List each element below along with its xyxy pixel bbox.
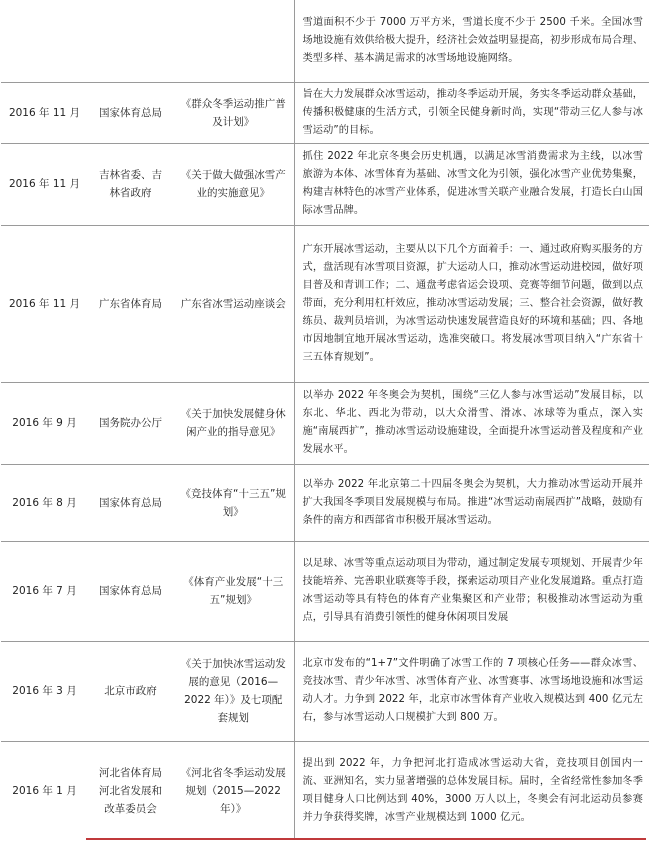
table-row xyxy=(1,82,649,143)
content-cell: 雪道面积不少于 7000 万平方米，雪道长度不少于 2500 千米。全国冰雪场地设施有效供给极大提升，经济社会效益明显提高，初步形成布局合理、类型多样、基本满足需求的冰雪场地设施网络。 xyxy=(294,0,649,82)
content-cell: 抓住 2022 年北京冬奥会历史机遇，以满足冰雪消费需求为主线，以冰雪旅游为本体、冰雪体育为基础、冰雪文化为引领，强化冰雪产业优势集聚，构建吉林特色的冰雪产业体系，促进冰雪关联产业融合发展，打造长白山国际冰雪品牌。 xyxy=(294,143,649,225)
table-row xyxy=(1,641,649,741)
date-cell: 2016 年 11 月 xyxy=(1,82,88,143)
org-cell: 河北省体育局河北省发展和改革委员会 xyxy=(99,766,162,815)
content-cell: 旨在大力发展群众冰雪运动，推动冬季运动开展，务实冬季运动群众基础，传播积极健康的生活方式，引领全民健身新时尚，实现“带动三亿人参与冰雪运动”的目标。 xyxy=(294,82,649,143)
table-bottom-rule xyxy=(86,838,646,840)
table-row xyxy=(1,464,649,541)
document-cell: 《关于做大做强冰雪产业的实施意见》 xyxy=(173,143,294,225)
org-cell: 国家体育总局 xyxy=(88,541,173,641)
date-cell: 2016 年 1 月 xyxy=(12,784,77,797)
org-cell xyxy=(88,0,173,82)
table-row xyxy=(1,541,649,641)
date-cell xyxy=(1,0,88,82)
content-cell: 以举办 2022 年冬奥会为契机，围绕“三亿人参与冰雪运动”发展目标，以东北、华北、西北为带动，以大众滑雪、滑冰、冰球等为重点，深入实施“南展西扩”，推动冰雪运动设施建设，全面提升冰雪运动普及程度和产业发展水平。 xyxy=(294,382,649,464)
org-cell: 广东省体育局 xyxy=(88,225,173,382)
content-cell: 广东开展冰雪运动，主要从以下几个方面着手：一、通过政府购买服务的方式，盘活现有冰雪项目资源，扩大运动人口，推动冰雪运动进校园，做好项目普及和青训工作；二、通盘考虑省运会设项、竞赛等细节问题，做到以点带面，充分利用杠杆效应，推动冰雪运动发展；三、整合社会资源，做好教练员、裁判员培训，为冰雪运动快速发展营造良好的环境和基础；四、各地市因地制宜地开展冰雪运动，选准突破口。将发展冰雪项目纳入“广东省十三五体育规划”。 xyxy=(294,225,649,382)
org-cell: 北京市政府 xyxy=(88,641,173,741)
document-cell: 《竞技体育“十三五”规划》 xyxy=(173,464,294,541)
date-cell: 2016 年 3 月 xyxy=(1,641,88,741)
org-cell: 吉林省委、吉林省政府 xyxy=(88,143,173,225)
date-cell: 2016 年 11 月 xyxy=(1,225,88,382)
document-cell: 广东省冰雪运动座谈会 xyxy=(173,225,294,382)
table-row xyxy=(1,741,649,840)
document-cell: 《河北省冬季运动发展规划（2015—2022 年）》 xyxy=(180,766,286,815)
content-cell: 以足球、冰雪等重点运动项目为带动，通过制定发展专项规划、开展青少年技能培养、完善职业联赛等手段，探索运动项目产业化发展道路。重点打造冰雪运动等具有特色的体育产业集聚区和产业带；积极推动冰雪运动为重点，引导具有消费引领性的健身休闲项目发展 xyxy=(294,541,649,641)
document-cell: 《关于加快发展健身休闲产业的指导意见》 xyxy=(173,382,294,464)
date-cell: 2016 年 9 月 xyxy=(1,382,88,464)
org-cell: 国家体育总局 xyxy=(88,464,173,541)
table-row xyxy=(1,0,649,82)
document-cell: 《关于加快冰雪运动发展的意见（2016—2022 年）》及七项配套规划 xyxy=(173,641,294,741)
document-cell xyxy=(173,0,294,82)
table-row xyxy=(1,225,649,382)
table-row xyxy=(1,382,649,464)
date-cell: 2016 年 8 月 xyxy=(1,464,88,541)
org-cell: 国务院办公厅 xyxy=(88,382,173,464)
content-cell: 提出到 2022 年，力争把河北打造成冰雪运动大省，竞技项目创国内一流、亚洲知名，实力显著增强的总体发展目标。届时，全省经常性参加冬季项目健身人口比例达到 40%，3000 万人以上，冬奥会有河北运动员参赛并力争获得奖牌，冰雪产业规模达到 1000 亿元。 xyxy=(294,741,649,840)
document-cell: 《体育产业发展“十三五”规划》 xyxy=(173,541,294,641)
content-cell: 以举办 2022 年北京第二十四届冬奥会为契机，大力推动冰雪运动开展并扩大我国冬季项目发展规模与布局。推进“冰雪运动南展西扩”战略，鼓励有条件的南方和西部省市积极开展冰雪运动。 xyxy=(294,464,649,541)
policy-table xyxy=(1,0,649,840)
document-cell: 《群众冬季运动推广普及计划》 xyxy=(173,82,294,143)
date-cell: 2016 年 11 月 xyxy=(1,143,88,225)
org-cell: 国家体育总局 xyxy=(88,82,173,143)
table-row xyxy=(1,143,649,225)
content-cell: 北京市发布的“1+7”文件明确了冰雪工作的 7 项核心任务——群众冰雪、竞技冰雪、青少年冰雪、冰雪体育产业、冰雪赛事、冰雪场地设施和冰雪运动人才。力争到 2022 年，北京市冰雪体育产业收入规模达到 400 亿元左右，参与冰雪运动人口规模扩大到 800 万。 xyxy=(294,641,649,741)
date-cell: 2016 年 7 月 xyxy=(1,541,88,641)
